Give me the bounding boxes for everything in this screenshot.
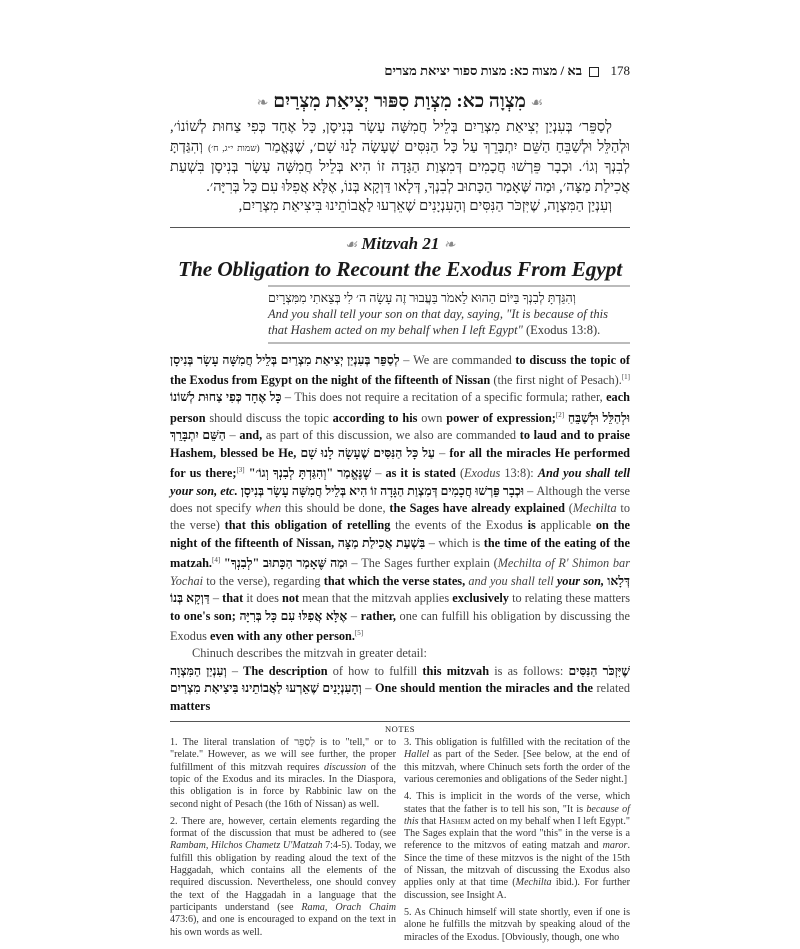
text-segment: of how to fulfill (327, 663, 423, 678)
text-segment: is to "tell," or to "relate." However, as we will see further, the proper fulfillment of this mitzvah requires (170, 737, 396, 773)
text-segment: to the verse), regarding (203, 573, 324, 588)
hebrew-quote: כָּל אֶחָד כְּפִי צַחוּת לְשׁוֹנוֹ (170, 390, 282, 405)
verse-citation: (Exodus 13:8). (525, 322, 601, 337)
text-segment: The description (243, 663, 328, 678)
hebrew-quote: שֶׁיִּזְכֹּר הַנִּסִּים וְהָעִנְיָנִים שֶׁאֵרְעוּ לַאֲבוֹתֵינוּ בִּיצִיאַת מִצְרַיִם (170, 663, 631, 696)
hebrew-title (170, 90, 630, 116)
hebrew-text (170, 118, 630, 217)
text-segment: Rama, Orach Chaim (301, 901, 396, 913)
notes-column-left (170, 737, 396, 949)
text-segment: that this obligation of retelling (224, 518, 391, 533)
text-segment: rather, (360, 608, 396, 623)
text-segment: (the first night of Pesach). (490, 373, 622, 387)
text-segment: – (225, 428, 240, 443)
text-segment: one can fulfill his obligation by discussing the Exodus (170, 608, 631, 644)
main-paragraph (170, 645, 630, 662)
text-segment: – (226, 663, 244, 678)
text-segment: 4. This is implicit in the words of the verse, which states that the father is to tell his son, "It is (404, 791, 630, 815)
text-segment: 3. This obligation is fulfilled with the recitation of the (404, 737, 630, 749)
text-segment: – (209, 591, 223, 606)
footnote (404, 907, 630, 944)
text-segment: 5. As Chinuch himself will state shortly, even if one is alone he fulfills the mitzvah by speaking aloud of the miracles of the Exodus. [Obviously, though, one who (404, 906, 630, 943)
book-page (170, 62, 630, 949)
ornament-icon: ❧ (443, 237, 456, 253)
ornament-icon: ☙ (344, 237, 358, 253)
footnote-ref[interactable]: [3] (236, 466, 245, 475)
hebrew-quote: וּמַה שֶּׁאָמַר הַכָּתוּב "לְבִנְךָ" (223, 556, 348, 571)
text-segment: that (418, 815, 439, 827)
text-segment: Exodus (464, 466, 501, 481)
verse-hebrew: וְהִגַּדְתָּ לְבִנְךָ בַּיּוֹם הַהוּא לֵאמֹר בַּעֲבוּר זֶה עָשָׂה ה׳ לִי בְּצֵאתִי מִמִּצְרָיִם (268, 290, 576, 305)
text-segment: when (255, 501, 282, 516)
hebrew-citation: (שמות י״ג, ח׳) (208, 142, 260, 153)
hebrew-quote: עַל כָּל הַנִּסִּים שֶׁעָשָׂה לָנוּ שָׁם (300, 445, 436, 460)
text-segment: to laud and to praise Hashem, blessed be He, (170, 428, 631, 460)
text-segment: the events of the Exodus (390, 518, 528, 533)
footnote (404, 791, 630, 902)
text-segment: is (527, 518, 536, 533)
text-segment: ( (564, 501, 573, 516)
text-segment: and, (239, 428, 263, 443)
text-segment: each person (170, 390, 630, 425)
text-segment: to the verse) (170, 501, 630, 533)
text-segment: should discuss the topic (205, 410, 333, 425)
text-segment: 13:8): (500, 466, 538, 481)
hebrew-paragraph: וְעִנְיַן הַמִּצְוָה, שֶׁיִּזְכֹּר הַנִּסִּים וְהָעִנְיָנִים שֶׁאֵרְעוּ לַאֲבוֹתֵינוּ בִּיצִיאַת מִצְרַיִם, (238, 198, 612, 214)
text-segment: of the topic of the Exodus and its miracles. In the Diaspora, this obligation is in force by Rabbinic law on the second night of Pesach (the 16th of Nissan) as well. (170, 761, 396, 810)
text-segment: – (361, 681, 375, 696)
notes-column-right (404, 737, 630, 949)
text-segment: as it is stated (385, 466, 456, 481)
mitzvah-number (170, 234, 630, 256)
text-segment: your son, (556, 573, 605, 588)
text-segment: exclusively (452, 591, 509, 606)
text-segment: it does (243, 591, 282, 606)
notes-heading: NOTES (385, 724, 415, 735)
hebrew-quote: וּלְהַלֵּל וּלְשַׁבֵּחַ הַשֵּׁם יִתְבָּרֵךְ (170, 410, 630, 443)
text-segment: mean that the mitzvah applies (299, 591, 453, 606)
hebrew-quote: לְסַפֵּר בְּעִנְיַן יְצִיאַת מִצְרַיִם בְּלֵיל חֲמִשָּׁה עָשָׂר בְּנִיסָן (170, 352, 400, 367)
running-head (170, 62, 630, 80)
main-paragraph (170, 663, 630, 715)
text-segment: that (222, 591, 244, 606)
divider (170, 227, 630, 228)
text-segment: to relating these matters (508, 591, 630, 606)
footnote-ref[interactable]: [1] (621, 372, 630, 381)
ornament-icon: ❧ (256, 96, 269, 111)
mitzvah-number-text: Mitzvah 21 (361, 233, 440, 253)
english-title: The Obligation to Recount the Exodus From Egypt (178, 256, 622, 281)
text-segment: power of expression; (446, 410, 556, 425)
text-segment: – which is (425, 535, 484, 550)
text-segment: discussion (324, 761, 367, 773)
text-segment: Mechilta (515, 877, 552, 889)
text-segment: as part of the Seder. [See below, at the end of this mitzvah, where Chinuch sets forth the order of the various ceremonies and obligations of the Seder night.] (404, 749, 630, 785)
text-segment: Hallel (404, 749, 430, 761)
hebrew-quote: אֶלָּא אֲפִלּוּ עִם כָּל בְּרִיָּה (239, 608, 348, 623)
ornament-icon: ☙ (530, 96, 544, 111)
text-segment: on the night of the fifteenth of Nissan, (170, 518, 630, 550)
text-segment: – Although the verse does not specify (170, 483, 630, 516)
hebrew-text-part: וְהִגַּדְתָּ לְבִנְךָ וְגוֹ׳. וּכְבָר פֵּרְשׁוּ חֲכָמִים דְּמִצְוַת הַגָּדָה זוֹ הִיא בְּלֵיל חֲמִשָּׁה עָשָׂר בְּנִיסָן בִּשְׁעַת אֲכִילַת מַצָּה׳, וּמַה שֶּׁאָמַר הַכָּתוּב לְבִנְךָ, דְּלָאו דַּוְקָא בְּנוֹ, אֶלָּא אֲפִלּוּ עִם כָּל בְּרִיָּה׳. (170, 138, 630, 195)
verse-english (268, 306, 630, 338)
hebrew-quote: בִּשְׁעַת אֲכִילַת מַצָּה (337, 535, 426, 550)
footnote-ref[interactable]: [4] (212, 556, 221, 565)
text-segment: not (281, 591, 300, 606)
divider (170, 721, 630, 722)
footnote-ref[interactable]: [2] (555, 410, 565, 419)
square-ornament-icon (589, 67, 599, 77)
verse-box (268, 285, 630, 344)
text-segment: because of this (404, 803, 630, 827)
text-segment: that which the verse states, (323, 573, 466, 588)
footnote-ref[interactable]: [5] (354, 628, 364, 637)
text-segment: 2. There are, however, certain elements regarding the format of the discussion that must be adhered to (see (170, 815, 396, 840)
main-paragraph (170, 352, 630, 646)
text-segment: . Since the time of these mitzvos is the night of the 15th of Nissan, the mitzvah of discussing the Exodus also applies only at that time ( (404, 840, 630, 889)
text-segment: matters (170, 698, 211, 713)
text-segment: Hashem (438, 815, 471, 827)
text-segment: Rambam, Hilchos Chametz U'Matzah (170, 840, 323, 852)
text-segment: own (417, 410, 447, 425)
notes (170, 737, 630, 949)
text-segment: ibid.). For further discussion, see Insight A. (404, 877, 631, 901)
text-segment: to discuss (515, 352, 567, 367)
text-segment: maror (602, 840, 628, 852)
text-segment: 7:4-5). Today, we fulfill this obligation by reading aloud the text of the Haggadah, which contains all the elements of the required discussion. Nevertheless, one should convey the text of the Haggadah in a language that the participants understand (see (170, 840, 396, 913)
text-segment: One should mention the miracles and the (374, 681, 593, 696)
verse-english-text: And you shall tell your son on that day, saying, "It is because of this that Hashem acted on my behalf when I left Egypt" (268, 306, 608, 337)
text-segment: לְסַפֵּר (294, 737, 315, 749)
text-segment: 473:6), and one is encouraged to expand on the text in his own words as well. (170, 914, 396, 938)
text-segment: and you shall tell (468, 573, 554, 588)
text-segment: is as follows: (489, 663, 569, 678)
hebrew-title-text: מִצְוָה כא: מִצְוַת סִפּוּר יְצִיאַת מִצְרַיִם (273, 91, 526, 112)
text-segment: applicable (535, 518, 596, 533)
footnote (404, 737, 630, 786)
text-segment: the time of the eating of the matzah. (170, 535, 630, 571)
text-segment: as part of this discussion, we also are commanded (262, 428, 520, 443)
text-segment: 1. The literal translation of (170, 737, 295, 749)
text-segment: – The Sages further explain ( (347, 556, 498, 571)
hebrew-quote: שֶׁנֶּאֱמַר "וְהִגַּדְתָּ לְבִנְךָ וְגוֹ׳" (248, 466, 372, 481)
text-segment: the topic of the Exodus from Egypt on the night of the fifteenth of Nissan (170, 352, 630, 387)
text-segment: Chinuch describes the mitzvah in greater detail: (192, 646, 427, 661)
text-segment: the Sages have already explained (389, 501, 565, 516)
hebrew-quote: דְּלָאו דַּוְקָא בְּנוֹ (170, 573, 630, 606)
footnote (170, 816, 396, 939)
hebrew-quote: וּכְבָר פֵּרְשׁוּ חֲכָמִים דְּמִצְוַת הַגָּדָה זוֹ הִיא בְּלֵיל חֲמִשָּׁה עָשָׂר בְּנִיסָן (240, 483, 525, 498)
main-text (170, 352, 630, 716)
text-segment: this mitzvah (422, 663, 490, 678)
text-segment: And you shall tell your son, etc. (170, 466, 631, 498)
text-segment: for all the miracles He performed for us there; (170, 445, 630, 481)
hebrew-quote: וְעִנְיַן הַמִּצְוָה (170, 663, 227, 678)
text-segment: according to his (332, 410, 418, 425)
text-segment: Mechilta of R' Shimon bar Yochai (170, 556, 630, 588)
text-segment: ( (455, 466, 465, 481)
text-segment: – (371, 466, 386, 481)
running-title: בא / מצוה כא: מצות ספור יציאת מצרים (384, 63, 582, 78)
text-segment: related (593, 681, 630, 696)
text-segment: – This does not require a recitation of a specific formula; rather, (281, 390, 607, 405)
text-segment: – (347, 608, 361, 623)
text-segment: this should be done, (281, 501, 390, 516)
page-number: 178 (610, 63, 630, 78)
text-segment: – (435, 445, 450, 460)
text-segment: acted on my behalf when I left Egypt." The Sages explain that the word "this" in the verse is a reference to the mitzvos of eating matzah and (404, 815, 630, 852)
text-segment: to one's son; (170, 608, 236, 623)
hebrew-paragraph (170, 118, 630, 197)
text-segment: – We are commanded (399, 352, 516, 367)
hebrew-text-part: לְסַפֵּר׳ בְּעִנְיַן יְצִיאַת מִצְרַיִם בְּלֵיל חֲמִשָּׁה עָשָׂר בְּנִיסָן, כָּל אֶחָד כְּפִי צַחוּת לְשׁוֹנוֹ׳, וּלְהַלֵּל וּלְשַׁבֵּחַ הַשֵּׁם יִתְבָּרֵךְ עַל כָּל הַנִּסִּים שֶׁעָשָׂה לָנוּ שָׁם׳, שֶׁנֶּאֱמַר (170, 119, 630, 155)
text-segment: even with any other person. (209, 629, 355, 644)
text-segment: Mechilta (572, 501, 617, 516)
